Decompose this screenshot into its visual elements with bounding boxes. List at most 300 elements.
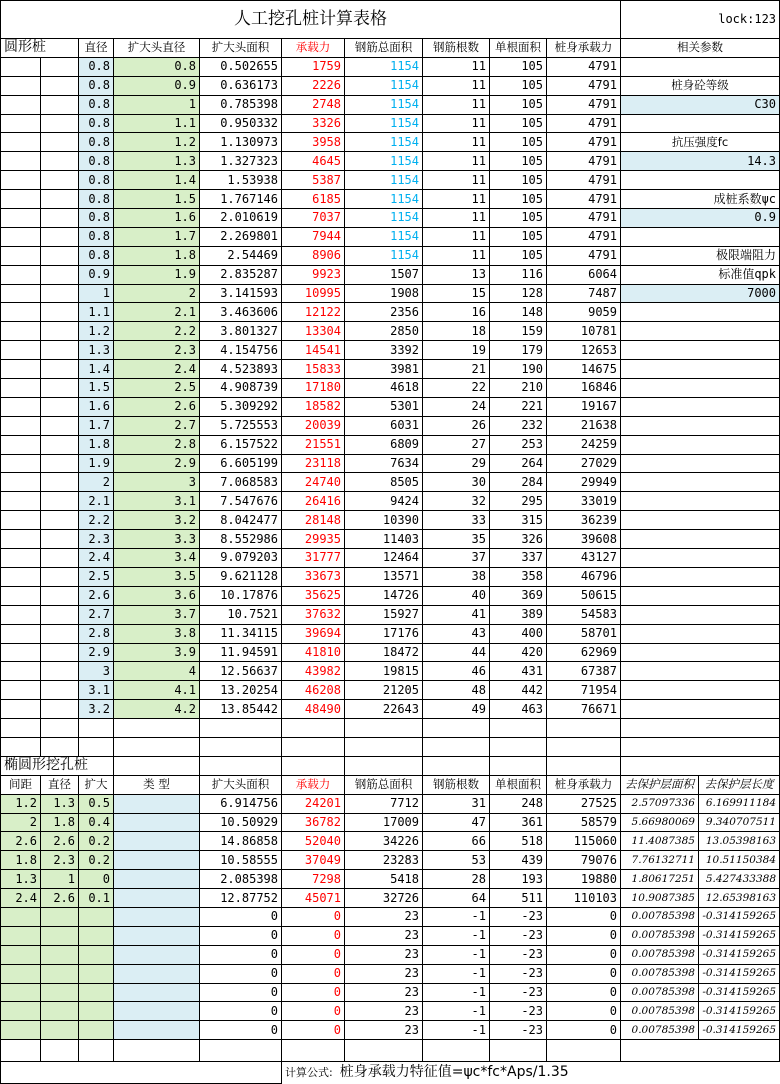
ellipse-rebar-area-cell[interactable]: 23 bbox=[345, 983, 423, 1002]
rebar-area-cell[interactable]: 22643 bbox=[345, 700, 423, 719]
empty-cell[interactable] bbox=[79, 737, 114, 756]
ellipse-area-cell[interactable]: 0 bbox=[200, 1021, 282, 1040]
enlarged-diameter-cell[interactable]: 3.5 bbox=[114, 567, 200, 586]
single-area-cell[interactable]: 369 bbox=[490, 586, 547, 605]
capacity-cell[interactable]: 13304 bbox=[282, 322, 345, 341]
ellipse-rebar-area-cell[interactable]: 23 bbox=[345, 907, 423, 926]
ellipse-type-cell[interactable] bbox=[114, 851, 200, 870]
ellipse-rebar-area-cell[interactable]: 23 bbox=[345, 964, 423, 983]
ellipse-spacing-cell[interactable]: 1.8 bbox=[1, 851, 41, 870]
capacity-cell[interactable]: 48490 bbox=[282, 700, 345, 719]
ellipse-cover-length-cell[interactable]: -0.314159265 bbox=[699, 983, 780, 1002]
params-header[interactable]: 相关参数 bbox=[621, 39, 780, 58]
enlarged-diameter-cell[interactable]: 2.1 bbox=[114, 303, 200, 322]
ellipse-header-rebar-total-area[interactable]: 钢筋总面积 bbox=[345, 775, 423, 794]
ellipse-area-cell[interactable]: 12.87752 bbox=[200, 889, 282, 908]
ellipse-shaft-capacity-cell[interactable]: 27525 bbox=[547, 794, 621, 813]
ellipse-enlarge-cell[interactable]: 0.2 bbox=[79, 832, 114, 851]
ellipse-single-area-cell[interactable]: -23 bbox=[490, 983, 547, 1002]
area-cell[interactable]: 11.34115 bbox=[200, 624, 282, 643]
enlarged-diameter-cell[interactable]: 2.7 bbox=[114, 416, 200, 435]
empty-cell[interactable] bbox=[41, 190, 79, 209]
shaft-capacity-cell[interactable]: 27029 bbox=[547, 454, 621, 473]
empty-cell[interactable] bbox=[41, 152, 79, 171]
empty-cell[interactable] bbox=[1, 341, 41, 360]
ellipse-cover-length-cell[interactable]: -0.314159265 bbox=[699, 1002, 780, 1021]
single-area-cell[interactable]: 105 bbox=[490, 57, 547, 76]
empty-cell[interactable] bbox=[1, 605, 41, 624]
param-fc-label[interactable]: 抗压强度fc bbox=[621, 133, 780, 152]
empty-cell[interactable] bbox=[621, 416, 780, 435]
ellipse-rebar-area-cell[interactable]: 23 bbox=[345, 926, 423, 945]
empty-cell[interactable] bbox=[1, 265, 41, 284]
diameter-cell[interactable]: 0.8 bbox=[79, 190, 114, 209]
header-rebar-total-area[interactable]: 钢筋总面积 bbox=[345, 39, 423, 58]
area-cell[interactable]: 10.17876 bbox=[200, 586, 282, 605]
diameter-cell[interactable]: 1.3 bbox=[79, 341, 114, 360]
shaft-capacity-cell[interactable]: 4791 bbox=[547, 76, 621, 95]
empty-cell[interactable] bbox=[41, 492, 79, 511]
header-single-area[interactable]: 单根面积 bbox=[490, 39, 547, 58]
ellipse-enlarge-cell[interactable] bbox=[79, 983, 114, 1002]
rebar-count-cell[interactable]: 11 bbox=[423, 246, 490, 265]
empty-cell[interactable] bbox=[41, 549, 79, 568]
capacity-cell[interactable]: 14541 bbox=[282, 341, 345, 360]
rebar-area-cell[interactable]: 1908 bbox=[345, 284, 423, 303]
shaft-capacity-cell[interactable]: 4791 bbox=[547, 190, 621, 209]
area-cell[interactable]: 1.53938 bbox=[200, 171, 282, 190]
empty-cell[interactable] bbox=[41, 114, 79, 133]
empty-cell[interactable] bbox=[621, 360, 780, 379]
enlarged-diameter-cell[interactable]: 0.8 bbox=[114, 57, 200, 76]
empty-cell[interactable] bbox=[621, 681, 780, 700]
single-area-cell[interactable]: 116 bbox=[490, 265, 547, 284]
shaft-capacity-cell[interactable]: 46796 bbox=[547, 567, 621, 586]
rebar-count-cell[interactable]: 43 bbox=[423, 624, 490, 643]
diameter-cell[interactable]: 0.8 bbox=[79, 227, 114, 246]
enlarged-diameter-cell[interactable]: 0.9 bbox=[114, 76, 200, 95]
area-cell[interactable]: 2.010619 bbox=[200, 209, 282, 228]
ellipse-spacing-cell[interactable]: 2.4 bbox=[1, 889, 41, 908]
empty-cell[interactable] bbox=[621, 662, 780, 681]
empty-cell[interactable] bbox=[1, 284, 41, 303]
empty-cell[interactable] bbox=[114, 1040, 200, 1062]
ellipse-capacity-cell[interactable]: 0 bbox=[282, 907, 345, 926]
shaft-capacity-cell[interactable]: 29949 bbox=[547, 473, 621, 492]
empty-cell[interactable] bbox=[79, 719, 114, 738]
empty-cell[interactable] bbox=[1, 246, 41, 265]
ellipse-area-cell[interactable]: 0 bbox=[200, 983, 282, 1002]
single-area-cell[interactable]: 105 bbox=[490, 133, 547, 152]
empty-cell[interactable] bbox=[41, 322, 79, 341]
ellipse-cover-area-cell[interactable]: 0.00785398 bbox=[621, 964, 699, 983]
ellipse-area-cell[interactable]: 6.914756 bbox=[200, 794, 282, 813]
empty-cell[interactable] bbox=[345, 719, 423, 738]
ellipse-cover-area-cell[interactable]: 7.76132711 bbox=[621, 851, 699, 870]
ellipse-enlarge-cell[interactable]: 0.4 bbox=[79, 813, 114, 832]
rebar-count-cell[interactable]: 11 bbox=[423, 57, 490, 76]
empty-cell[interactable] bbox=[1, 227, 41, 246]
diameter-cell[interactable]: 0.8 bbox=[79, 209, 114, 228]
rebar-count-cell[interactable]: 11 bbox=[423, 114, 490, 133]
ellipse-cover-length-cell[interactable]: 6.169911184 bbox=[699, 794, 780, 813]
enlarged-diameter-cell[interactable]: 1.3 bbox=[114, 152, 200, 171]
diameter-cell[interactable]: 2.6 bbox=[79, 586, 114, 605]
ellipse-type-cell[interactable] bbox=[114, 907, 200, 926]
area-cell[interactable]: 9.079203 bbox=[200, 549, 282, 568]
round-section-title[interactable]: 圆形桩 bbox=[1, 39, 79, 58]
enlarged-diameter-cell[interactable]: 1.2 bbox=[114, 133, 200, 152]
empty-cell[interactable] bbox=[200, 1040, 282, 1062]
lock-label[interactable]: lock:123 bbox=[621, 1, 780, 39]
enlarged-diameter-cell[interactable]: 2 bbox=[114, 284, 200, 303]
ellipse-rebar-count-cell[interactable]: -1 bbox=[423, 964, 490, 983]
ellipse-capacity-cell[interactable]: 45071 bbox=[282, 889, 345, 908]
ellipse-single-area-cell[interactable]: 193 bbox=[490, 870, 547, 889]
area-cell[interactable]: 5.309292 bbox=[200, 397, 282, 416]
ellipse-enlarge-cell[interactable]: 0.5 bbox=[79, 794, 114, 813]
ellipse-header-cover-area[interactable]: 去保护层面积 bbox=[621, 775, 699, 794]
empty-cell[interactable] bbox=[1, 1040, 41, 1062]
capacity-cell[interactable]: 1759 bbox=[282, 57, 345, 76]
area-cell[interactable]: 2.269801 bbox=[200, 227, 282, 246]
rebar-area-cell[interactable]: 1154 bbox=[345, 133, 423, 152]
diameter-cell[interactable]: 2.5 bbox=[79, 567, 114, 586]
rebar-count-cell[interactable]: 18 bbox=[423, 322, 490, 341]
empty-cell[interactable] bbox=[200, 737, 282, 756]
ellipse-spacing-cell[interactable]: 1.2 bbox=[1, 794, 41, 813]
ellipse-section-title[interactable]: 椭圆形挖孔桩 bbox=[1, 756, 114, 775]
rebar-count-cell[interactable]: 30 bbox=[423, 473, 490, 492]
rebar-count-cell[interactable]: 33 bbox=[423, 511, 490, 530]
empty-cell[interactable] bbox=[621, 57, 780, 76]
param-concrete-label[interactable]: 桩身砼等级 bbox=[621, 76, 780, 95]
diameter-cell[interactable]: 0.8 bbox=[79, 133, 114, 152]
ellipse-enlarge-cell[interactable] bbox=[79, 1002, 114, 1021]
enlarged-diameter-cell[interactable]: 2.3 bbox=[114, 341, 200, 360]
empty-cell[interactable] bbox=[41, 567, 79, 586]
ellipse-rebar-area-cell[interactable]: 23283 bbox=[345, 851, 423, 870]
header-enlarged-diameter[interactable]: 扩大头直径 bbox=[114, 39, 200, 58]
area-cell[interactable]: 7.547676 bbox=[200, 492, 282, 511]
ellipse-header-shaft-capacity[interactable]: 桩身承载力 bbox=[547, 775, 621, 794]
enlarged-diameter-cell[interactable]: 3.2 bbox=[114, 511, 200, 530]
empty-cell[interactable] bbox=[41, 303, 79, 322]
ellipse-area-cell[interactable]: 0 bbox=[200, 1002, 282, 1021]
empty-cell[interactable] bbox=[41, 700, 79, 719]
empty-cell[interactable] bbox=[1, 397, 41, 416]
empty-cell[interactable] bbox=[1, 473, 41, 492]
capacity-cell[interactable]: 3958 bbox=[282, 133, 345, 152]
ellipse-capacity-cell[interactable]: 0 bbox=[282, 1021, 345, 1040]
ellipse-rebar-area-cell[interactable]: 7712 bbox=[345, 794, 423, 813]
enlarged-diameter-cell[interactable]: 3.4 bbox=[114, 549, 200, 568]
single-area-cell[interactable]: 221 bbox=[490, 397, 547, 416]
shaft-capacity-cell[interactable]: 10781 bbox=[547, 322, 621, 341]
ellipse-spacing-cell[interactable] bbox=[1, 964, 41, 983]
single-area-cell[interactable]: 463 bbox=[490, 700, 547, 719]
rebar-area-cell[interactable]: 1154 bbox=[345, 57, 423, 76]
diameter-cell[interactable]: 1.6 bbox=[79, 397, 114, 416]
single-area-cell[interactable]: 420 bbox=[490, 643, 547, 662]
single-area-cell[interactable]: 105 bbox=[490, 95, 547, 114]
enlarged-diameter-cell[interactable]: 3.7 bbox=[114, 605, 200, 624]
empty-cell[interactable] bbox=[282, 756, 345, 775]
ellipse-area-cell[interactable]: 0 bbox=[200, 907, 282, 926]
shaft-capacity-cell[interactable]: 58701 bbox=[547, 624, 621, 643]
empty-cell[interactable] bbox=[621, 114, 780, 133]
rebar-count-cell[interactable]: 49 bbox=[423, 700, 490, 719]
capacity-cell[interactable]: 39694 bbox=[282, 624, 345, 643]
ellipse-cover-length-cell[interactable]: 10.51150384 bbox=[699, 851, 780, 870]
empty-cell[interactable] bbox=[1, 737, 41, 756]
ellipse-diameter-cell[interactable] bbox=[41, 983, 79, 1002]
ellipse-area-cell[interactable]: 10.58555 bbox=[200, 851, 282, 870]
capacity-cell[interactable]: 31777 bbox=[282, 549, 345, 568]
ellipse-diameter-cell[interactable]: 1.3 bbox=[41, 794, 79, 813]
empty-cell[interactable] bbox=[41, 473, 79, 492]
rebar-area-cell[interactable]: 19815 bbox=[345, 662, 423, 681]
ellipse-cover-area-cell[interactable]: 5.66980069 bbox=[621, 813, 699, 832]
ellipse-shaft-capacity-cell[interactable]: 0 bbox=[547, 964, 621, 983]
ellipse-shaft-capacity-cell[interactable]: 0 bbox=[547, 945, 621, 964]
ellipse-diameter-cell[interactable] bbox=[41, 926, 79, 945]
rebar-area-cell[interactable]: 11403 bbox=[345, 530, 423, 549]
empty-cell[interactable] bbox=[423, 719, 490, 738]
empty-cell[interactable] bbox=[621, 379, 780, 398]
ellipse-header-enlarge[interactable]: 扩大 bbox=[79, 775, 114, 794]
ellipse-cover-length-cell[interactable]: 9.340707511 bbox=[699, 813, 780, 832]
capacity-cell[interactable]: 35625 bbox=[282, 586, 345, 605]
enlarged-diameter-cell[interactable]: 3.9 bbox=[114, 643, 200, 662]
area-cell[interactable]: 6.605199 bbox=[200, 454, 282, 473]
shaft-capacity-cell[interactable]: 14675 bbox=[547, 360, 621, 379]
area-cell[interactable]: 13.85442 bbox=[200, 700, 282, 719]
ellipse-shaft-capacity-cell[interactable]: 0 bbox=[547, 983, 621, 1002]
shaft-capacity-cell[interactable]: 71954 bbox=[547, 681, 621, 700]
enlarged-diameter-cell[interactable]: 1.1 bbox=[114, 114, 200, 133]
empty-cell[interactable] bbox=[41, 227, 79, 246]
capacity-cell[interactable]: 10995 bbox=[282, 284, 345, 303]
diameter-cell[interactable]: 1.2 bbox=[79, 322, 114, 341]
shaft-capacity-cell[interactable]: 21638 bbox=[547, 416, 621, 435]
empty-cell[interactable] bbox=[1, 57, 41, 76]
diameter-cell[interactable]: 0.9 bbox=[79, 265, 114, 284]
rebar-area-cell[interactable]: 1154 bbox=[345, 227, 423, 246]
ellipse-capacity-cell[interactable]: 0 bbox=[282, 983, 345, 1002]
empty-cell[interactable] bbox=[621, 511, 780, 530]
diameter-cell[interactable]: 3.2 bbox=[79, 700, 114, 719]
empty-cell[interactable] bbox=[621, 643, 780, 662]
ellipse-capacity-cell[interactable]: 52040 bbox=[282, 832, 345, 851]
ellipse-single-area-cell[interactable]: 518 bbox=[490, 832, 547, 851]
ellipse-shaft-capacity-cell[interactable]: 58579 bbox=[547, 813, 621, 832]
rebar-area-cell[interactable]: 13571 bbox=[345, 567, 423, 586]
ellipse-type-cell[interactable] bbox=[114, 870, 200, 889]
ellipse-enlarge-cell[interactable] bbox=[79, 907, 114, 926]
ellipse-rebar-area-cell[interactable]: 5418 bbox=[345, 870, 423, 889]
ellipse-type-cell[interactable] bbox=[114, 889, 200, 908]
ellipse-spacing-cell[interactable] bbox=[1, 983, 41, 1002]
empty-cell[interactable] bbox=[1, 360, 41, 379]
empty-cell[interactable] bbox=[79, 1040, 114, 1062]
param-concrete-value[interactable]: C30 bbox=[621, 95, 780, 114]
empty-cell[interactable] bbox=[1, 435, 41, 454]
rebar-count-cell[interactable]: 48 bbox=[423, 681, 490, 700]
rebar-count-cell[interactable]: 38 bbox=[423, 567, 490, 586]
ellipse-diameter-cell[interactable]: 2.6 bbox=[41, 832, 79, 851]
empty-cell[interactable] bbox=[41, 605, 79, 624]
rebar-count-cell[interactable]: 46 bbox=[423, 662, 490, 681]
rebar-count-cell[interactable]: 13 bbox=[423, 265, 490, 284]
ellipse-rebar-count-cell[interactable]: -1 bbox=[423, 945, 490, 964]
single-area-cell[interactable]: 210 bbox=[490, 379, 547, 398]
rebar-count-cell[interactable]: 24 bbox=[423, 397, 490, 416]
shaft-capacity-cell[interactable]: 4791 bbox=[547, 57, 621, 76]
enlarged-diameter-cell[interactable]: 4.2 bbox=[114, 700, 200, 719]
enlarged-diameter-cell[interactable]: 2.4 bbox=[114, 360, 200, 379]
empty-cell[interactable] bbox=[41, 57, 79, 76]
area-cell[interactable]: 0.950332 bbox=[200, 114, 282, 133]
empty-cell[interactable] bbox=[621, 700, 780, 719]
rebar-area-cell[interactable]: 6031 bbox=[345, 416, 423, 435]
ellipse-cover-length-cell[interactable]: -0.314159265 bbox=[699, 926, 780, 945]
rebar-area-cell[interactable]: 10390 bbox=[345, 511, 423, 530]
ellipse-type-cell[interactable] bbox=[114, 832, 200, 851]
empty-cell[interactable] bbox=[1, 681, 41, 700]
ellipse-enlarge-cell[interactable]: 0 bbox=[79, 870, 114, 889]
ellipse-rebar-count-cell[interactable]: -1 bbox=[423, 983, 490, 1002]
ellipse-cover-length-cell[interactable]: 13.05398163 bbox=[699, 832, 780, 851]
ellipse-enlarge-cell[interactable] bbox=[79, 1021, 114, 1040]
rebar-count-cell[interactable]: 11 bbox=[423, 76, 490, 95]
empty-cell[interactable] bbox=[41, 171, 79, 190]
empty-cell[interactable] bbox=[621, 549, 780, 568]
area-cell[interactable]: 5.725553 bbox=[200, 416, 282, 435]
rebar-count-cell[interactable]: 11 bbox=[423, 209, 490, 228]
ellipse-shaft-capacity-cell[interactable]: 0 bbox=[547, 907, 621, 926]
ellipse-cover-length-cell[interactable]: -0.314159265 bbox=[699, 1021, 780, 1040]
empty-cell[interactable] bbox=[41, 662, 79, 681]
shaft-capacity-cell[interactable]: 9059 bbox=[547, 303, 621, 322]
ellipse-cover-length-cell[interactable]: -0.314159265 bbox=[699, 945, 780, 964]
rebar-count-cell[interactable]: 41 bbox=[423, 605, 490, 624]
capacity-cell[interactable]: 9923 bbox=[282, 265, 345, 284]
single-area-cell[interactable]: 315 bbox=[490, 511, 547, 530]
capacity-cell[interactable]: 46208 bbox=[282, 681, 345, 700]
enlarged-diameter-cell[interactable]: 2.8 bbox=[114, 435, 200, 454]
single-area-cell[interactable]: 358 bbox=[490, 567, 547, 586]
shaft-capacity-cell[interactable]: 39608 bbox=[547, 530, 621, 549]
ellipse-header-spacing[interactable]: 间距 bbox=[1, 775, 41, 794]
ellipse-rebar-area-cell[interactable]: 17009 bbox=[345, 813, 423, 832]
empty-cell[interactable] bbox=[114, 719, 200, 738]
diameter-cell[interactable]: 0.8 bbox=[79, 114, 114, 133]
enlarged-diameter-cell[interactable]: 2.2 bbox=[114, 322, 200, 341]
shaft-capacity-cell[interactable]: 50615 bbox=[547, 586, 621, 605]
empty-cell[interactable] bbox=[1, 209, 41, 228]
rebar-count-cell[interactable]: 16 bbox=[423, 303, 490, 322]
single-area-cell[interactable]: 400 bbox=[490, 624, 547, 643]
ellipse-single-area-cell[interactable]: 361 bbox=[490, 813, 547, 832]
shaft-capacity-cell[interactable]: 4791 bbox=[547, 133, 621, 152]
shaft-capacity-cell[interactable]: 54583 bbox=[547, 605, 621, 624]
empty-cell[interactable] bbox=[1, 586, 41, 605]
ellipse-spacing-cell[interactable]: 1.3 bbox=[1, 870, 41, 889]
empty-cell[interactable] bbox=[1, 152, 41, 171]
rebar-count-cell[interactable]: 27 bbox=[423, 435, 490, 454]
diameter-cell[interactable]: 2 bbox=[79, 473, 114, 492]
enlarged-diameter-cell[interactable]: 2.6 bbox=[114, 397, 200, 416]
header-shaft-capacity[interactable]: 桩身承载力 bbox=[547, 39, 621, 58]
empty-cell[interactable] bbox=[41, 511, 79, 530]
area-cell[interactable]: 10.7521 bbox=[200, 605, 282, 624]
area-cell[interactable]: 3.801327 bbox=[200, 322, 282, 341]
shaft-capacity-cell[interactable]: 4791 bbox=[547, 227, 621, 246]
rebar-count-cell[interactable]: 11 bbox=[423, 171, 490, 190]
enlarged-diameter-cell[interactable]: 3.3 bbox=[114, 530, 200, 549]
enlarged-diameter-cell[interactable]: 1.7 bbox=[114, 227, 200, 246]
empty-cell[interactable] bbox=[1, 454, 41, 473]
empty-cell[interactable] bbox=[41, 133, 79, 152]
diameter-cell[interactable]: 0.8 bbox=[79, 95, 114, 114]
shaft-capacity-cell[interactable]: 16846 bbox=[547, 379, 621, 398]
empty-cell[interactable] bbox=[621, 341, 780, 360]
diameter-cell[interactable]: 2.7 bbox=[79, 605, 114, 624]
ellipse-area-cell[interactable]: 2.085398 bbox=[200, 870, 282, 889]
empty-cell[interactable] bbox=[1, 190, 41, 209]
ellipse-type-cell[interactable] bbox=[114, 945, 200, 964]
empty-cell[interactable] bbox=[41, 246, 79, 265]
diameter-cell[interactable]: 1.1 bbox=[79, 303, 114, 322]
ellipse-rebar-count-cell[interactable]: 53 bbox=[423, 851, 490, 870]
capacity-cell[interactable]: 24740 bbox=[282, 473, 345, 492]
ellipse-spacing-cell[interactable] bbox=[1, 926, 41, 945]
empty-cell[interactable] bbox=[1, 379, 41, 398]
diameter-cell[interactable]: 1.5 bbox=[79, 379, 114, 398]
rebar-area-cell[interactable]: 1154 bbox=[345, 95, 423, 114]
shaft-capacity-cell[interactable]: 43127 bbox=[547, 549, 621, 568]
rebar-area-cell[interactable]: 2356 bbox=[345, 303, 423, 322]
ellipse-cover-area-cell[interactable]: 0.00785398 bbox=[621, 926, 699, 945]
area-cell[interactable]: 0.636173 bbox=[200, 76, 282, 95]
empty-cell[interactable] bbox=[490, 1040, 547, 1062]
shaft-capacity-cell[interactable]: 4791 bbox=[547, 95, 621, 114]
rebar-area-cell[interactable]: 9424 bbox=[345, 492, 423, 511]
empty-cell[interactable] bbox=[200, 719, 282, 738]
single-area-cell[interactable]: 232 bbox=[490, 416, 547, 435]
rebar-area-cell[interactable]: 14726 bbox=[345, 586, 423, 605]
empty-cell[interactable] bbox=[41, 265, 79, 284]
ellipse-diameter-cell[interactable]: 2.3 bbox=[41, 851, 79, 870]
empty-cell[interactable] bbox=[1, 662, 41, 681]
ellipse-spacing-cell[interactable] bbox=[1, 945, 41, 964]
diameter-cell[interactable]: 2.1 bbox=[79, 492, 114, 511]
empty-cell[interactable] bbox=[621, 171, 780, 190]
area-cell[interactable]: 4.154756 bbox=[200, 341, 282, 360]
ellipse-capacity-cell[interactable]: 36782 bbox=[282, 813, 345, 832]
ellipse-header-type[interactable]: 类 型 bbox=[114, 775, 200, 794]
empty-cell[interactable] bbox=[200, 756, 282, 775]
diameter-cell[interactable]: 2.2 bbox=[79, 511, 114, 530]
rebar-area-cell[interactable]: 18472 bbox=[345, 643, 423, 662]
capacity-cell[interactable]: 18582 bbox=[282, 397, 345, 416]
single-area-cell[interactable]: 105 bbox=[490, 76, 547, 95]
ellipse-rebar-count-cell[interactable]: 66 bbox=[423, 832, 490, 851]
empty-cell[interactable] bbox=[41, 719, 79, 738]
area-cell[interactable]: 2.54469 bbox=[200, 246, 282, 265]
ellipse-rebar-count-cell[interactable]: 47 bbox=[423, 813, 490, 832]
